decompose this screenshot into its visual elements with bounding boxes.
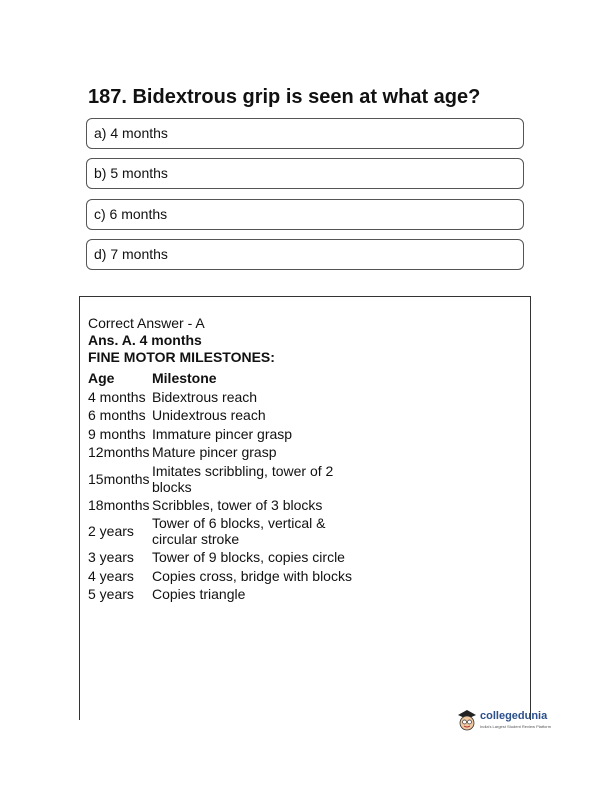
table-row (88, 462, 352, 496)
answer-box (79, 296, 531, 720)
row-age: 4 years (88, 567, 134, 584)
row-milestone: Mature pincer grasp (152, 444, 277, 461)
logo-tagline: India's Largest Student Review Platform (480, 724, 552, 729)
milestones-table (88, 369, 352, 604)
row-age: 6 months (88, 407, 146, 424)
table-row (88, 514, 352, 548)
answer-line: Ans. A. 4 months (88, 332, 202, 348)
logo-text: collegedunia (480, 710, 548, 722)
row-milestone: Scribbles, tower of 3 blocks (152, 496, 323, 513)
answer-content (88, 315, 388, 604)
correct-answer: Correct Answer - A (88, 315, 205, 331)
table-header-row (88, 369, 352, 388)
row-milestone: Tower of 6 blocks, vertical & circular stroke (152, 515, 326, 547)
row-milestone: Bidextrous reach (152, 388, 258, 405)
row-age: 4 months (88, 388, 146, 405)
row-age: 9 months (88, 425, 146, 442)
row-milestone: Unidextrous reach (152, 407, 266, 424)
row-milestone: Copies triangle (152, 586, 246, 603)
option-b[interactable]: b) 5 months (86, 158, 524, 189)
table-row (88, 585, 352, 604)
question-title: 187. Bidextrous grip is seen at what age? (88, 86, 481, 108)
header-age: Age (88, 370, 115, 387)
option-c[interactable]: c) 6 months (86, 199, 524, 230)
row-age: 5 years (88, 586, 134, 603)
table-row (88, 425, 352, 444)
row-age: 2 years (88, 523, 134, 539)
row-age: 12months (88, 444, 150, 461)
row-milestone: Immature pincer grasp (152, 425, 293, 442)
table-row (88, 443, 352, 462)
row-milestone: Imitates scribbling, tower of 2 blocks (152, 462, 334, 495)
row-age: 15months (88, 470, 150, 487)
row-age: 3 years (88, 549, 134, 566)
mascot-icon (456, 709, 478, 733)
row-age: 18months (88, 496, 150, 513)
row-milestone: Copies cross, bridge with blocks (152, 567, 352, 584)
option-a[interactable]: a) 4 months (86, 118, 524, 149)
collegedunia-logo (456, 708, 556, 734)
table-row (88, 548, 352, 567)
milestones-heading: FINE MOTOR MILESTONES: (88, 349, 275, 365)
table-row (88, 406, 352, 425)
table-row (88, 496, 352, 515)
table-row (88, 567, 352, 586)
row-milestone: Tower of 9 blocks, copies circle (152, 549, 345, 566)
header-milestone: Milestone (152, 370, 217, 387)
table-row (88, 388, 352, 407)
option-d[interactable]: d) 7 months (86, 239, 524, 270)
